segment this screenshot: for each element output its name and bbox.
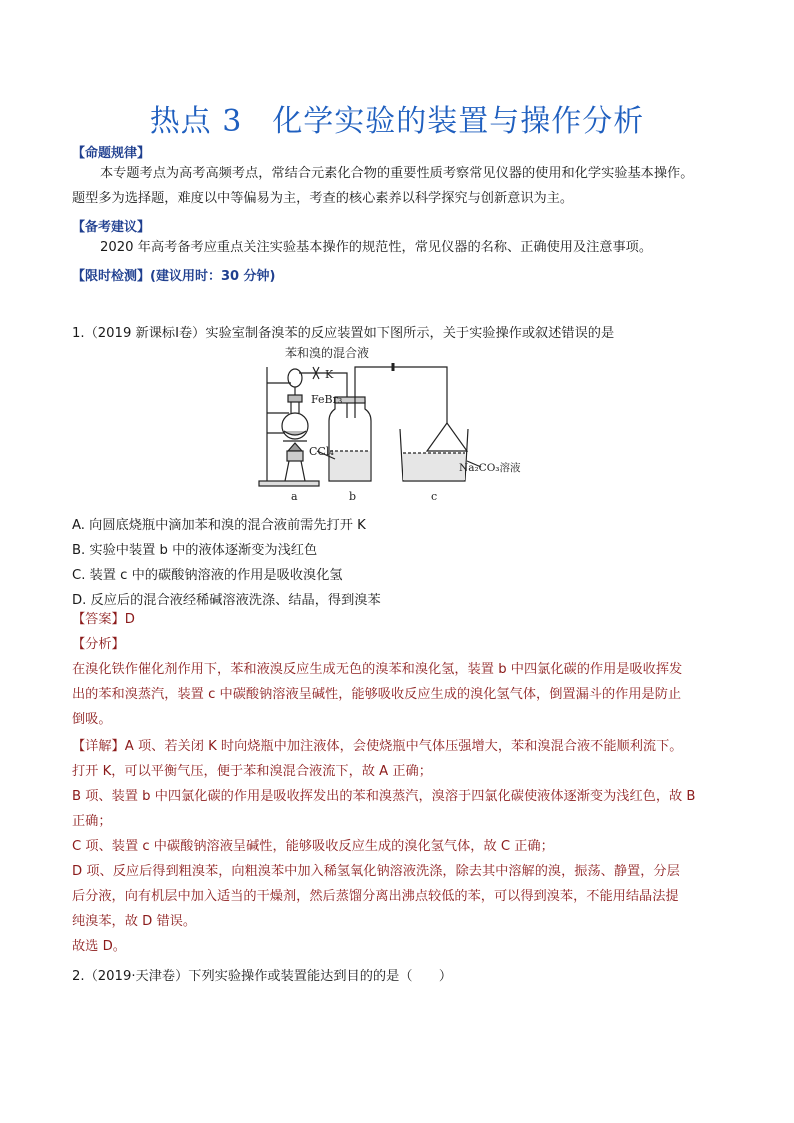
label-na2co3: Na₂CO₃溶液 (459, 462, 521, 474)
section-xianshi-heading: 【限时检测】(建议用时：30 分钟) (72, 269, 276, 284)
option-b: B. 实验中装置 b 中的液体逐渐变为浅红色 (72, 543, 318, 558)
label-c: c (431, 490, 438, 503)
detail-line-2: 打开 K，可以平衡气压，便于苯和溴混合液流下，故 A 正确； (72, 764, 432, 779)
detail-line-5: C 项、装置 c 中碳酸钠溶液呈碱性，能够吸收反应生成的溴化氢气体，故 C 正确； (72, 839, 554, 854)
question-1-stem: 1.（2019 新课标Ⅰ卷）实验室制备溴苯的反应装置如下图所示，关于实验操作或叙述错误的是 (72, 326, 615, 341)
label-mixture: 苯和溴的混合液 (285, 346, 370, 360)
analysis-line-3: 倒吸。 (72, 712, 112, 727)
label-k: K (325, 368, 334, 381)
section-mingti-heading: 【命题规律】 (72, 146, 151, 161)
analysis-line-1: 在溴化铁作催化剂作用下，苯和液溴反应生成无色的溴苯和溴化氢，装置 b 中四氯化碳的作用是吸收挥发 (72, 662, 683, 677)
detail-line-8: 纯溴苯，故 D 错误。 (72, 914, 197, 929)
analysis-line-2: 出的苯和溴蒸汽，装置 c 中碳酸钠溶液呈碱性，能够吸收反应生成的溴化氢气体，倒置漏斗的作用是防止 (72, 687, 682, 702)
detail-line-3: B 项、装置 b 中四氯化碳的作用是吸收挥发出的苯和溴蒸汽，溴溶于四氯化碳使液体逐渐变为浅红色，故 B (72, 789, 696, 804)
apparatus-figure (255, 343, 545, 505)
title-number: 热点 3 (149, 104, 243, 139)
option-a: A. 向圆底烧瓶中滴加苯和溴的混合液前需先打开 K (72, 518, 366, 533)
detail-line-6: D 项、反应后得到粗溴苯，向粗溴苯中加入稀氢氧化钠溶液洗涤，除去其中溶解的溴，振荡、静置，分层 (72, 864, 680, 879)
mingti-paragraph-1: 本专题考点为高考高频考点，常结合元素化合物的重要性质考察常见仪器的使用和化学实验基本操作。 (100, 166, 694, 181)
mingti-paragraph-2: 题型多为选择题，难度以中等偏易为主，考查的核心素养以科学探究与创新意识为主。 (72, 191, 574, 206)
option-d: D. 反应后的混合液经稀碱溶液洗涤、结晶，得到溴苯 (72, 593, 381, 608)
option-c: C. 装置 c 中的碳酸钠溶液的作用是吸收溴化氢 (72, 568, 343, 583)
label-b: b (349, 490, 357, 503)
title-text: 化学实验的装置与操作分析 (272, 104, 645, 139)
answer: 【答案】D (72, 612, 135, 627)
analysis-heading: 【分析】 (72, 637, 125, 652)
beikao-paragraph: 2020 年高考备考应重点关注实验基本操作的规范性，常见仪器的名称、正确使用及注意事项。 (100, 240, 653, 255)
page-title (0, 96, 794, 140)
detail-line-9: 故选 D。 (72, 939, 126, 954)
question-2-stem: 2.（2019·天津卷）下列实验操作或装置能达到目的的是（ ） (72, 969, 453, 984)
detail-line-1: 【详解】A 项、若关闭 K 时向烧瓶中加注液体，会使烧瓶中气体压强增大，苯和溴混合液不能顺利流下。 (72, 739, 683, 754)
label-ccl4: CCl₄ (309, 445, 334, 458)
label-febr3: FeBr₃ (311, 393, 343, 406)
label-a: a (291, 490, 298, 503)
detail-line-4: 正确； (72, 814, 112, 829)
section-beikao-heading: 【备考建议】 (72, 220, 151, 235)
detail-line-7: 后分液，向有机层中加入适当的干燥剂，然后蒸馏分离出沸点较低的苯，可以得到溴苯，不能用结晶法提 (72, 889, 679, 904)
